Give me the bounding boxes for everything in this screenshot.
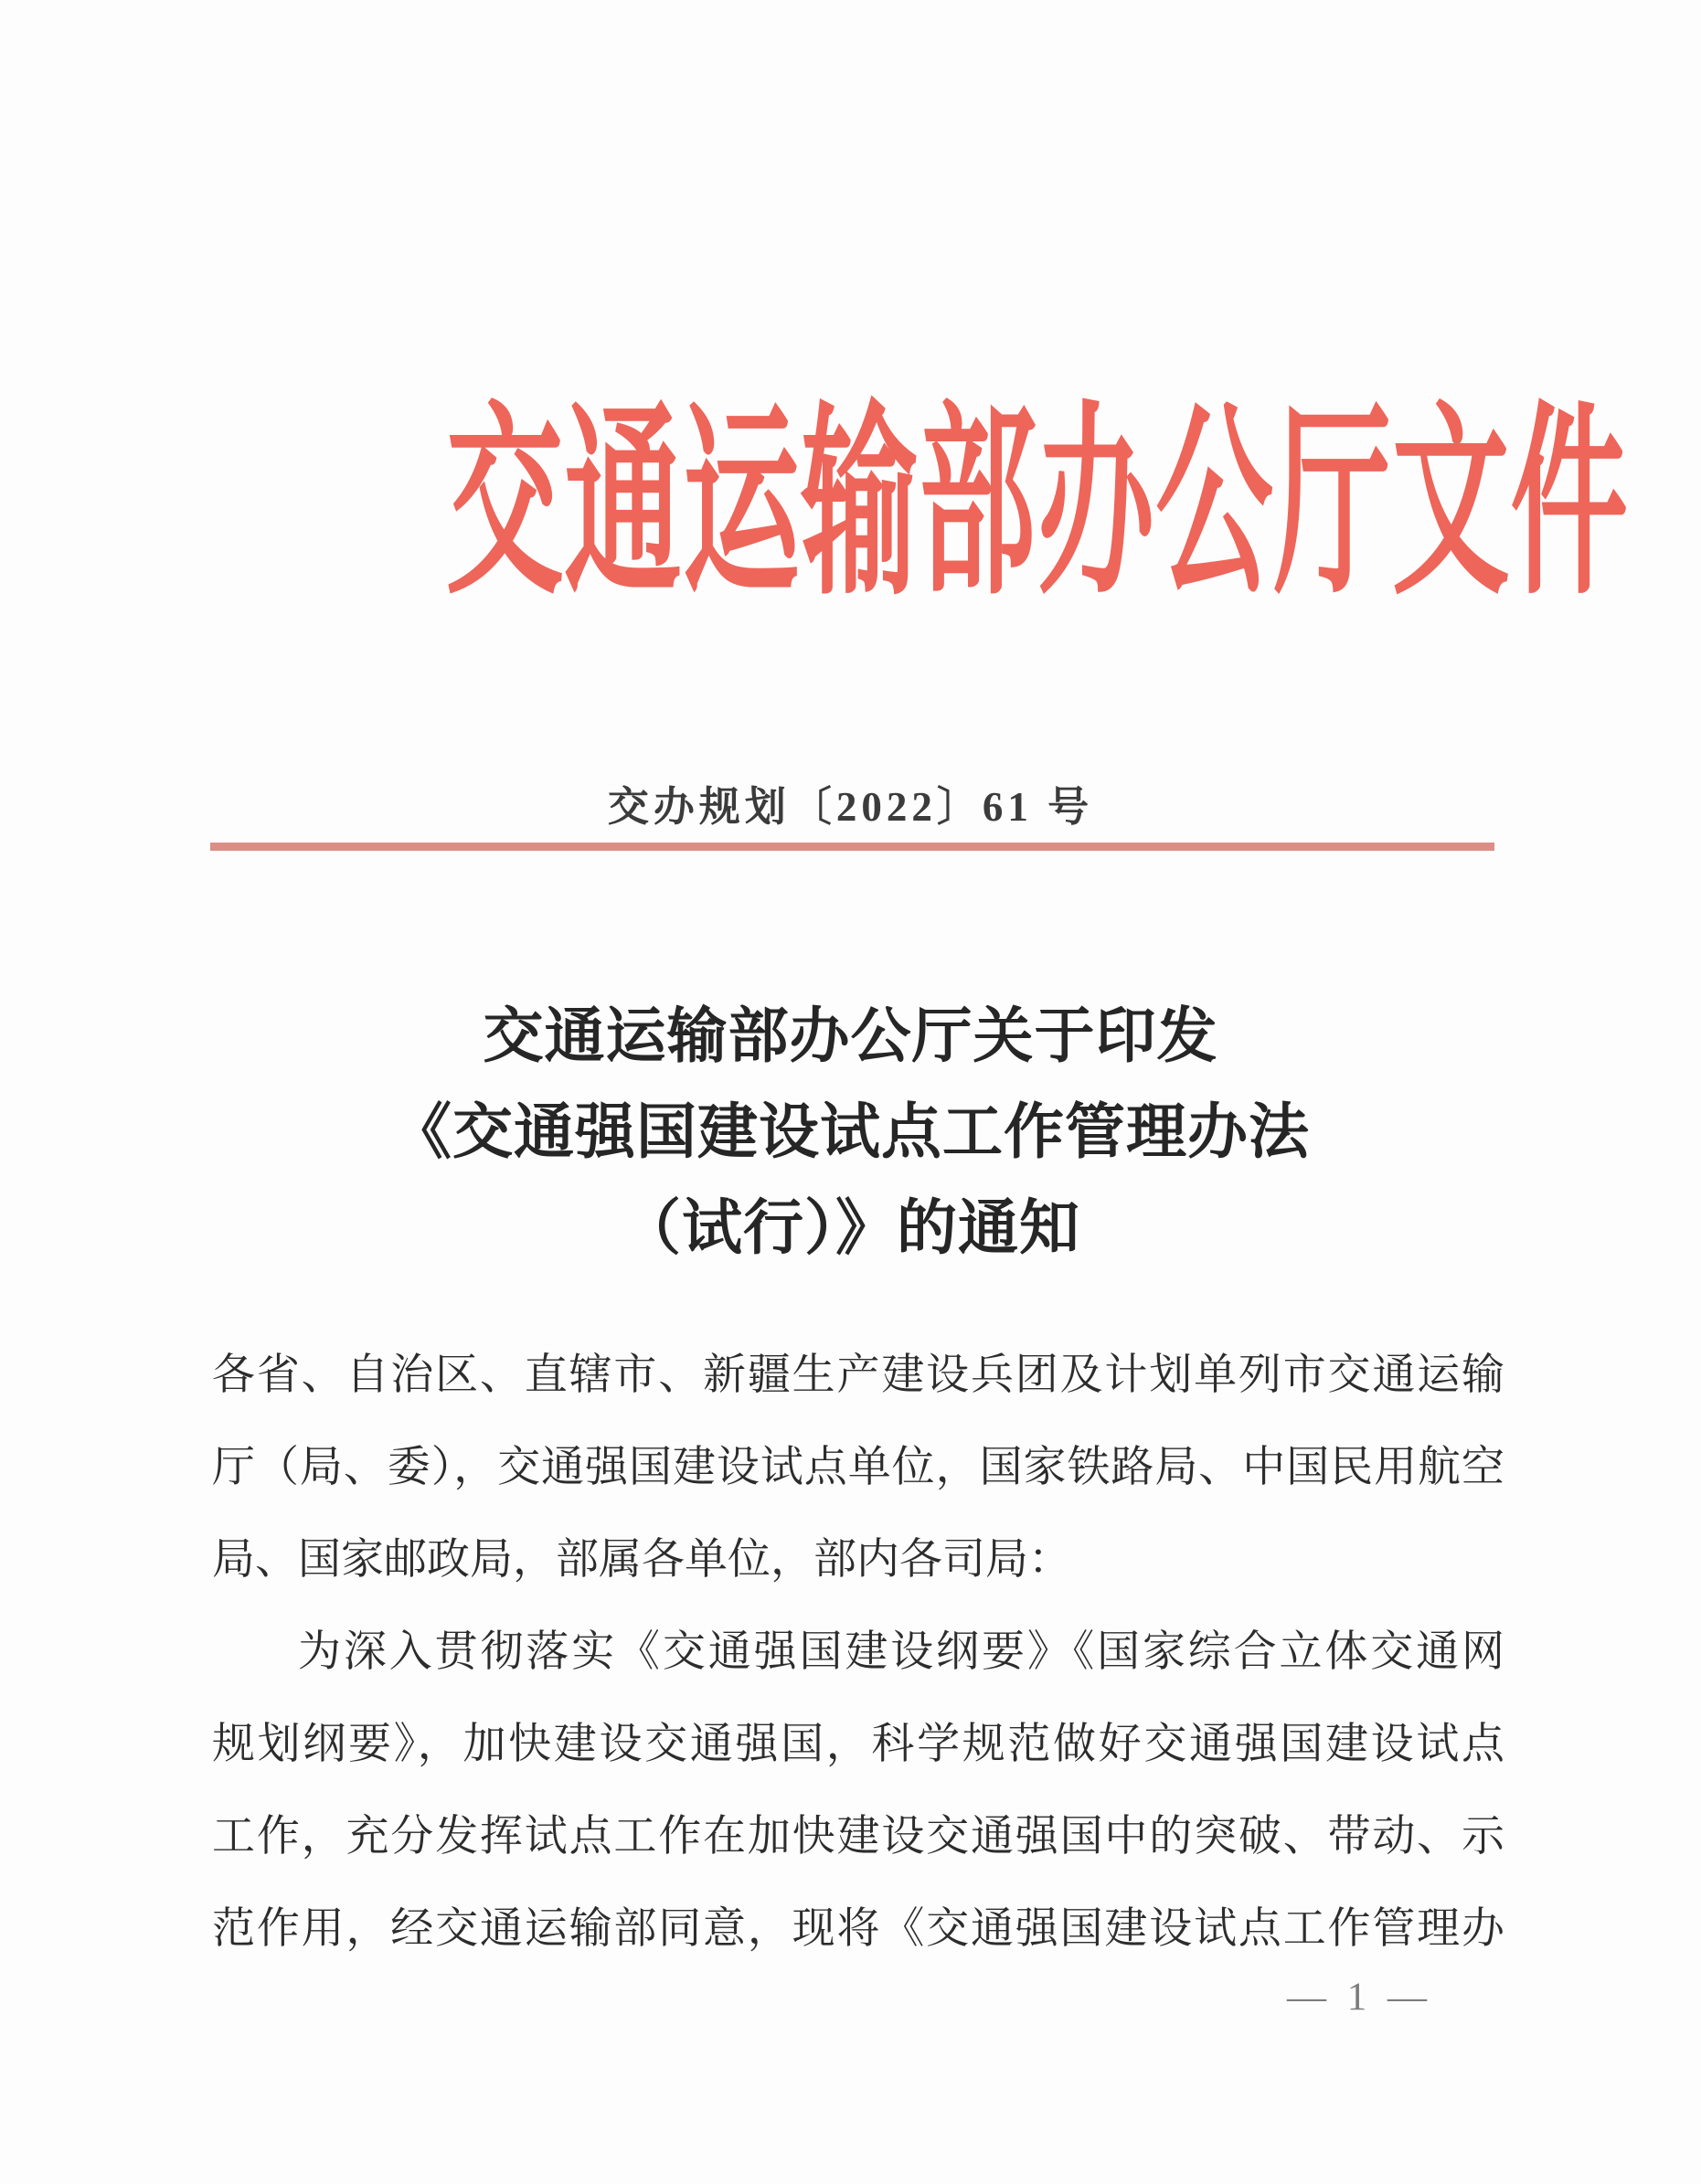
body-line: 局、国家邮政局，部属各单位，部内各司局： xyxy=(212,1536,1071,1584)
body-line: 各省、自治区、直辖市、新疆生产建设兵团及计划单列市交通运输 xyxy=(212,1352,1504,1399)
body-line: 工作，充分发挥试点工作在加快建设交通强国中的突破、带动、示 xyxy=(212,1813,1504,1861)
notice-title-line-3: （试行）》的通知 xyxy=(621,1195,1080,1262)
body-line: 规划纲要》，加快建设交通强国，科学规范做好交通强国建设试点 xyxy=(212,1721,1504,1768)
letterhead-divider-rule xyxy=(210,843,1494,851)
body-line: 范作用，经交通运输部同意，现将《交通强国建设试点工作管理办 xyxy=(212,1905,1504,1953)
notice-title-line-1: 交通运输部办公厅关于印发 xyxy=(483,1003,1218,1070)
notice-title xyxy=(0,989,1701,1277)
letterhead-banner xyxy=(0,390,1701,619)
notice-title-line-2: 《交通强国建设试点工作管理办法 xyxy=(391,1099,1310,1166)
body-line: 为深入贯彻落实《交通强国建设纲要》《国家综合立体交通网 xyxy=(298,1628,1504,1676)
document-reference-number: 交办规划〔2022〕61 号 xyxy=(607,784,1094,830)
page-number: — 1 — xyxy=(1287,1976,1432,2019)
notice-body xyxy=(212,1330,1504,1976)
letterhead-banner-title: 交通运输部办公厅文件 xyxy=(446,390,1629,619)
body-line: 厅（局、委），交通强国建设试点单位，国家铁路局、中国民用航空 xyxy=(212,1444,1504,1491)
